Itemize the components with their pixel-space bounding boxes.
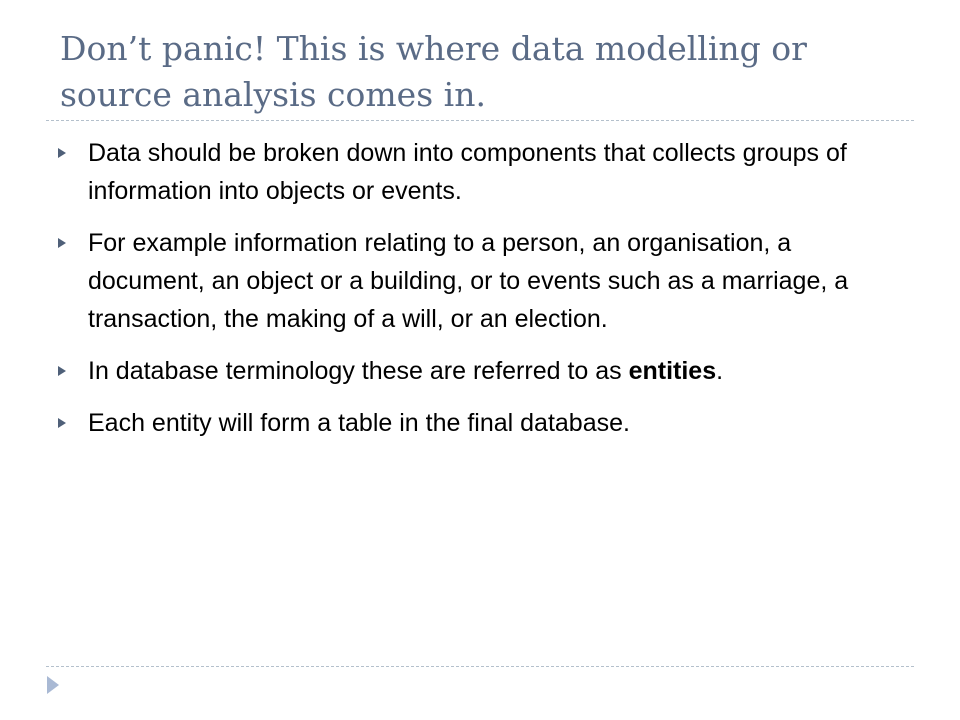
bullet-triangle-icon [58, 366, 66, 376]
bullet-item [50, 352, 880, 390]
slide-nav-triangle-icon [47, 676, 59, 694]
bullet-triangle-icon [58, 418, 66, 428]
title-divider [46, 120, 914, 121]
bullet-text-tail: . [716, 357, 724, 385]
bullet-list [50, 134, 880, 456]
bullet-text: Data should be broken down into components that collects groups of information into objects or events. [88, 139, 847, 205]
bullet-item [50, 134, 880, 210]
slide-title: Don’t panic! This is where data modelling or source analysis comes in. [60, 29, 807, 114]
bullet-item [50, 404, 880, 442]
bullet-triangle-icon [58, 148, 66, 158]
bullet-item [50, 224, 880, 338]
bullet-text: For example information relating to a person, an organisation, a document, an object or a building, or to events such as a marriage, a transaction, the making of a will, or an election. [88, 229, 849, 333]
bullet-text: Each entity will form a table in the final database. [88, 409, 630, 437]
bullet-text [88, 357, 723, 385]
bullet-triangle-icon [58, 238, 66, 248]
bullet-bold-term: entities [628, 357, 717, 385]
footer-divider [46, 666, 914, 667]
bullet-text-lead: In database terminology these are referred to as [88, 357, 629, 385]
